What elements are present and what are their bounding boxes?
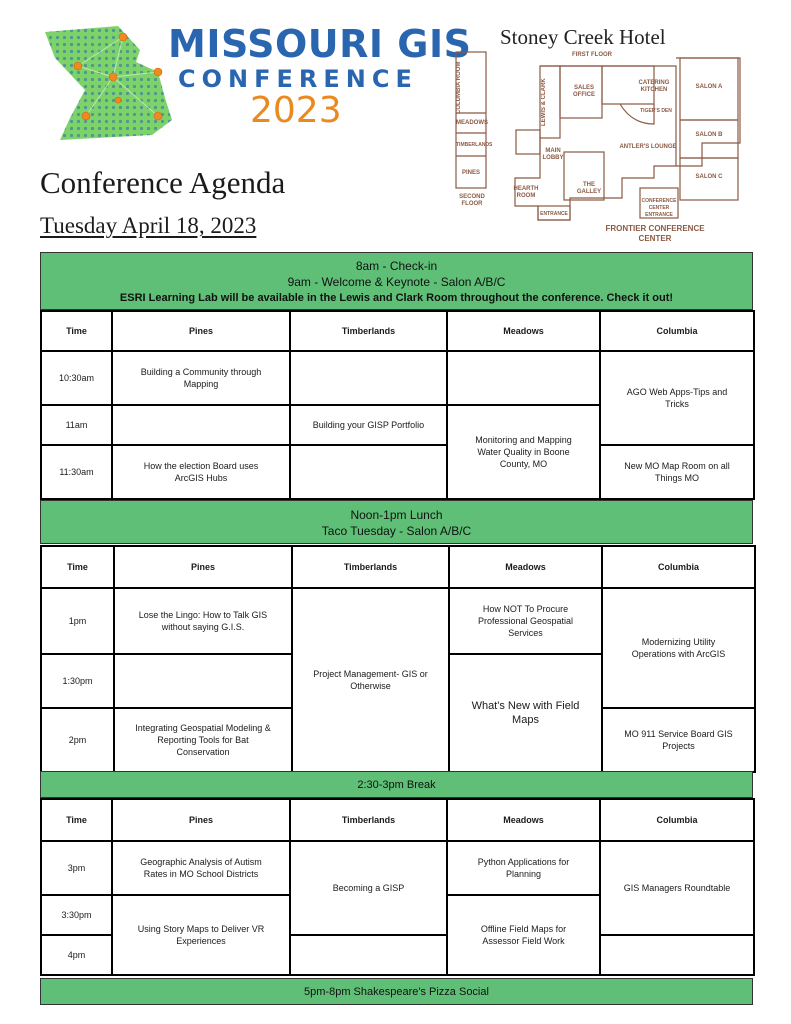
header-columbia: Columbia bbox=[600, 311, 754, 351]
map-label-conference-entrance: CONFERENCE CENTER ENTRANCE bbox=[641, 198, 677, 218]
empty-cell bbox=[112, 405, 290, 445]
header-meadows: Meadows bbox=[447, 311, 600, 351]
map-label-lewis-clark: LEWIS & CLARK bbox=[541, 78, 547, 126]
taco-text: Taco Tuesday - Salon A/B/C bbox=[321, 524, 472, 538]
header-pines: Pines bbox=[114, 546, 292, 588]
agenda-date: Tuesday April 18, 2023 bbox=[40, 213, 257, 238]
time-cell: 11:30am bbox=[41, 445, 112, 499]
time-cell: 11am bbox=[41, 405, 112, 445]
session-cell: Monitoring and Mapping Water Quality in Boone County, MO bbox=[447, 405, 600, 499]
map-label-meadows: MEADOWS bbox=[456, 120, 488, 126]
map-label-second-floor: SECOND FLOOR bbox=[459, 194, 485, 207]
header-timberlands: Timberlands bbox=[290, 799, 447, 841]
header-columbia: Columbia bbox=[600, 799, 754, 841]
map-label-entrance: ENTRANCE bbox=[540, 211, 568, 217]
map-label-hearth-room: HEARTH ROOM bbox=[513, 186, 539, 199]
lunch-banner bbox=[40, 500, 753, 544]
hotel-title: Stoney Creek Hotel bbox=[500, 25, 666, 49]
welcome-banner bbox=[40, 252, 753, 310]
map-label-timberlands: TIMBERLANDS bbox=[456, 142, 493, 148]
session-cell: GIS Managers Roundtable bbox=[600, 841, 754, 935]
map-label-pines: PINES bbox=[461, 170, 480, 176]
empty-cell bbox=[447, 351, 600, 405]
map-label-first-floor: FIRST FLOOR bbox=[572, 52, 612, 58]
map-label-columbia: COLUMBIA ROOM bbox=[456, 61, 462, 115]
session-cell: Integrating Geospatial Modeling & Reporting Tools for Bat Conservation bbox=[114, 708, 292, 772]
time-cell: 3pm bbox=[41, 841, 112, 895]
social-text: 5pm-8pm Shakespeare's Pizza Social bbox=[304, 986, 489, 998]
time-cell: 10:30am bbox=[41, 351, 112, 405]
agenda-title: Conference Agenda bbox=[40, 165, 286, 200]
logo-title: MISSOURI GIS bbox=[168, 22, 472, 66]
header-meadows: Meadows bbox=[447, 799, 600, 841]
lunch-text: Noon-1pm Lunch bbox=[350, 508, 443, 522]
empty-cell bbox=[290, 935, 447, 975]
header-time: Time bbox=[41, 311, 112, 351]
header-meadows: Meadows bbox=[449, 546, 602, 588]
map-label-frontier-center: FRONTIER CONFERENCE CENTER bbox=[605, 224, 705, 243]
table-row bbox=[41, 588, 755, 654]
time-cell: 2pm bbox=[41, 708, 114, 772]
session-cell: AGO Web Apps-Tips and Tricks bbox=[600, 351, 754, 445]
map-label-main-lobby: MAIN LOBBY bbox=[542, 148, 564, 161]
table-header-row bbox=[41, 311, 754, 351]
session-cell: Python Applications for Planning bbox=[447, 841, 600, 895]
break-text: 2:30-3pm Break bbox=[357, 779, 436, 791]
session-cell: Offline Field Maps for Assessor Field Work bbox=[447, 895, 600, 975]
table-header-row bbox=[41, 799, 754, 841]
map-label-tigers-den: TIGER'S DEN bbox=[640, 108, 672, 114]
social-banner bbox=[40, 978, 753, 1005]
map-label-salon-a: SALON A bbox=[695, 84, 723, 90]
break-banner bbox=[40, 771, 753, 798]
checkin-text: 8am - Check-in bbox=[355, 259, 438, 273]
session-cell: How the election Board uses ArcGIS Hubs bbox=[112, 445, 290, 499]
esri-lab-text: ESRI Learning Lab will be available in the Lewis and Clark Room throughout the conference. Check it out! bbox=[119, 292, 674, 304]
late-schedule-table bbox=[40, 798, 755, 976]
logo-subtitle: CONFERENCE bbox=[178, 65, 418, 93]
session-cell: Modernizing Utility Operations with ArcGIS bbox=[602, 588, 755, 708]
header-columbia: Columbia bbox=[602, 546, 755, 588]
keynote-text: 9am - Welcome & Keynote - Salon A/B/C bbox=[287, 275, 506, 289]
session-cell: What's New with Field Maps bbox=[449, 654, 602, 772]
map-label-salon-c: SALON C bbox=[695, 174, 723, 180]
session-cell: Becoming a GISP bbox=[290, 841, 447, 935]
map-label-antlers-lounge: ANTLER'S LOUNGE bbox=[619, 144, 677, 150]
table-header-row bbox=[41, 546, 755, 588]
time-cell: 1pm bbox=[41, 588, 114, 654]
map-label-salon-b: SALON B bbox=[695, 132, 723, 138]
header-time: Time bbox=[41, 546, 114, 588]
session-cell: Building your GISP Portfolio bbox=[290, 405, 447, 445]
afternoon-schedule-table bbox=[40, 545, 756, 773]
session-cell: How NOT To Procure Professional Geospatial Services bbox=[449, 588, 602, 654]
time-cell: 4pm bbox=[41, 935, 112, 975]
header-pines: Pines bbox=[112, 799, 290, 841]
map-label-sales-office: SALES OFFICE bbox=[573, 85, 595, 98]
session-cell: Geographic Analysis of Autism Rates in MO School Districts bbox=[112, 841, 290, 895]
map-label-the-galley: THE GALLEY bbox=[576, 182, 602, 195]
header-pines: Pines bbox=[112, 311, 290, 351]
session-cell: Building a Community through Mapping bbox=[112, 351, 290, 405]
table-row bbox=[41, 445, 754, 499]
logo-year: 2023 bbox=[250, 90, 342, 131]
empty-cell bbox=[290, 351, 447, 405]
morning-schedule-table bbox=[40, 310, 755, 500]
time-cell: 3:30pm bbox=[41, 895, 112, 935]
session-cell: MO 911 Service Board GIS Projects bbox=[602, 708, 755, 772]
empty-cell bbox=[290, 445, 447, 499]
map-label-catering-kitchen: CATERING KITCHEN bbox=[638, 80, 670, 93]
session-cell: Project Management- GIS or Otherwise bbox=[292, 588, 449, 772]
session-cell: Using Story Maps to Deliver VR Experiences bbox=[112, 895, 290, 975]
time-cell: 1:30pm bbox=[41, 654, 114, 708]
table-row bbox=[41, 351, 754, 405]
session-cell: New MO Map Room on all Things MO bbox=[600, 445, 754, 499]
header-timberlands: Timberlands bbox=[292, 546, 449, 588]
table-row bbox=[41, 841, 754, 895]
empty-cell bbox=[114, 654, 292, 708]
header-time: Time bbox=[41, 799, 112, 841]
empty-cell bbox=[600, 935, 754, 975]
header-timberlands: Timberlands bbox=[290, 311, 447, 351]
session-cell: Lose the Lingo: How to Talk GIS without saying G.I.S. bbox=[114, 588, 292, 654]
